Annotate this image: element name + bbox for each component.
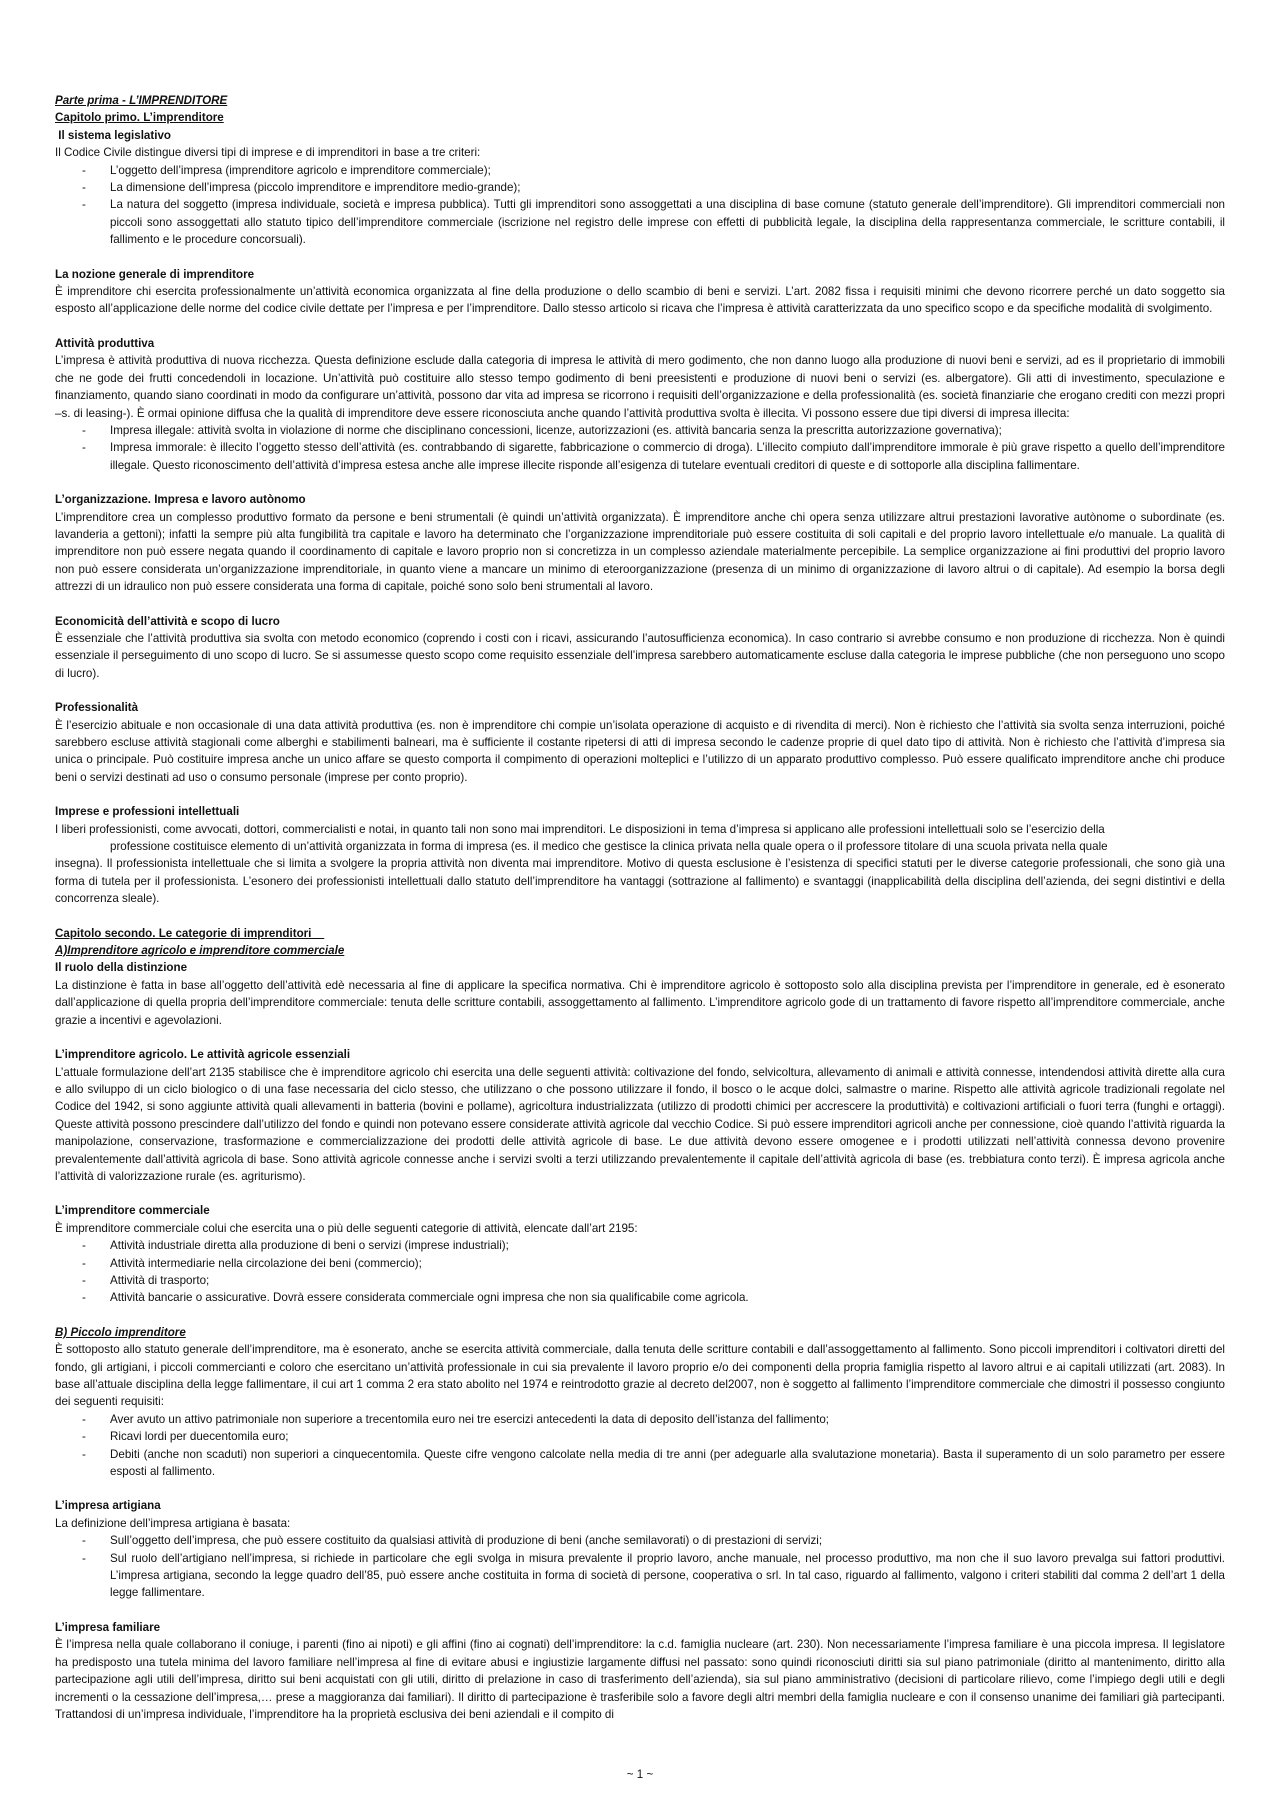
s2-paragraph: È imprenditore chi esercita professionalmente un’attività economica organizzata al fine della produzione o dello scambio di beni e servizi. L’art. 2082 fissa i requisiti minimi che devono ricorrere perché un dato soggetto sia esposto all’applicazione delle norme del codice civile dettate per l’impresa e per l’imprenditore. Dallo stesso articolo si ricava che l’impresa è attività caratterizzata da uno specifico scopo e da specifiche modalità di svolgimento. [55, 285, 1225, 316]
s8-heading: Il ruolo della distinzione [55, 961, 188, 975]
list-item: - Impresa immorale: è illecito l’oggetto stesso dell’attività (es. contrabbando di sigarette, fabbricazione o commercio di droga). L’illecito compiuto dall’imprenditore immorale è più grave rispetto a quello dell’imprenditore illegale. Questo riconoscimento dell’attività d’impresa estesa anche alle imprese illecite risponde all’esigenza di tutelare eventuali creditori di queste e di sottoporle alla disciplina fallimentare. [55, 439, 1225, 474]
s10-heading: L’imprenditore commerciale [55, 1204, 210, 1218]
s3-list [55, 422, 1225, 474]
s12-paragraph: È l’impresa nella quale collaborano il coniuge, i parenti (fino ai nipoti) e gli affini (fino ai cognati) dell’imprenditore: la c.d. famiglia nucleare (art. 230). Non necessariamente l’impresa familiare è una piccola impresa. Il legislatore ha predisposto una tutela minima del lavoro familiare nell’impresa al fine di evitare abusi e ingiustizie largamente diffusi nel passato: sono quindi riconosciuti diritti sia sul piano patrimoniale (diritto al mantenimento, diritto alla partecipazione agli utili dell’impresa, diritto sui beni acquistati con gli utili, diritto di prelazione in caso di trasferimento dell’azienda), sia sul piano amministrativo (decisioni di particolare rilievo, come l’impiego degli utili e degli incrementi o la cessazione dell’impresa,… prese a maggioranza dai familiari). Il diritto di partecipazione è trasferibile solo a favore degli altri membri della famiglia nucleare e con il consenso unanime dei familiari già partecipanti. Trattandosi di un’impresa individuale, l’imprenditore ha la proprietà esclusiva dei beni aziendali e il compito di [55, 1638, 1225, 1721]
list-item: - Sul ruolo dell’artigiano nell’impresa, si richiede in particolare che egli svolga in misura prevalente il proprio lavoro, anche manuale, nel processo produttivo, ma non che il suo lavoro prevalga sui fattori produttivi. L’impresa artigiana, secondo la legge quadro dell’85, può essere anche costituita in forma di società di persone, cooperativa o srl. In tal caso, riguardo al fallimento, valgono i criteri stabiliti dal comma 2 dell’art 1 della legge fallimentare. [55, 1550, 1225, 1602]
list-item: - Aver avuto un attivo patrimoniale non superiore a trecentomila euro nei tre esercizi antecedenti la data di deposito dell’istanza del fallimento; [55, 1411, 1225, 1428]
s4-heading: L’organizzazione. Impresa e lavoro autònomo [55, 493, 306, 507]
s11-list [55, 1532, 1225, 1602]
s5-paragraph: È essenziale che l’attività produttiva sia svolta con metodo economico (coprendo i costi con i ricavi, assicurando l’autosufficienza economica). In caso contrario si avrebbe consumo e non produzione di ricchezza. Non è quindi essenziale il perseguimento di uno scopo di lucro. Se si assumesse questo scopo come requisito essenziale dell’impresa sarebbero automaticamente escluse dalla categoria le imprese pubbliche (che non perseguono uno scopo di lucro). [55, 631, 1225, 680]
s1-list [55, 162, 1225, 249]
list-item: - Sull’oggetto dell’impresa, che può essere costituito da qualsiasi attività di produzione di beni (anche semilavorati) o di prestazioni di servizi; [55, 1532, 1225, 1549]
s2-heading: La nozione generale di imprenditore [55, 267, 255, 281]
chapter1-title: Capitolo primo. L’imprenditore [55, 111, 224, 125]
s12-heading: L’impresa familiare [55, 1620, 161, 1634]
list-item: - L’oggetto dell’impresa (imprenditore agricolo e imprenditore commerciale); [55, 162, 1225, 179]
document-page [55, 92, 1225, 1723]
s4-paragraph: L’imprenditore crea un complesso produttivo formato da persone e beni strumentali (è quindi un’attività organizzata). È imprenditore anche chi opera senza utilizzare altrui prestazioni lavorative autònome o subordinate (es. lavanderia a gettoni); infatti la sempre più alta fungibilità tra capitale e lavoro ha determinato che l’organizzazione imprenditoriale può essere costituita di soli capitali e del proprio lavoro intellettuale e/o manuale. La qualità di imprenditore non può essere negata quando il coordinamento di capitale e lavoro proprio non si concretizza in un complesso aziendale materialmente percepibile. La semplice organizzazione ai fini produttivi del proprio lavoro non può essere considerata un’organizzazione imprenditoriale, in quanto viene a mancare un minimo di eteroorganizzazione (presenza di un minimo di organizzazione di lavoro altrui o di capitale). Ad esempio la borsa degli attrezzi di un idraulico non può essere considerata una forma di capitale, poiché sono solo beni strumentali al lavoro. [55, 510, 1225, 594]
s7-line2: professione costituisce elemento di un’attività organizzata in forma di impresa (es. il medico che gestisce la clinica privata nella quale opera o il professore titolare di una scuola privata nella quale [110, 840, 1108, 854]
s9-heading: L’imprenditore agricolo. Le attività agricole essenziali [55, 1048, 351, 1062]
chapter2-title: Capitolo secondo. Le categorie di imprenditori [55, 926, 325, 940]
list-item: - Debiti (anche non scaduti) non superiori a cinquecentomila. Queste cifre vengono calcolate nella media di tre anni (per adeguarle alla svalutazione monetaria). Basta il superamento di un solo parametro per essere esposti al fallimento. [55, 1446, 1225, 1481]
s6-paragraph: È l’esercizio abituale e non occasionale di una data attività produttiva (es. non è imprenditore chi compie un’isolata operazione di acquisto e di rivendita di merci). Non è richiesto che l’attività sia svolta senza interruzioni, poiché sarebbero escluse attività stagionali come alberghi e stabilimenti balneari, ma è sufficiente il costante ripetersi di atti di impresa secondo le cadenze proprie di quel dato tipo di attività. Non è richiesto che l’attività d’impresa sia unica o principale. Può costituire impresa anche un unico affare se questo comporta il compimento di operazioni molteplici e l’utilizzo di un apparato produttivo complesso. Può essere qualificato imprenditore anche chi produce beni o servizi destinati ad uso o consumo personale (imprese per conto proprio). [55, 718, 1225, 784]
s3-paragraph: L’impresa è attività produttiva di nuova ricchezza. Questa definizione esclude dalla categoria di impresa le attività di mero godimento, che non danno luogo alla produzione di nuovi beni e servizi, ad es il proprietario di immobili che ne gode dei frutti concedendoli in locazione. Un’attività può costituire allo stesso tempo godimento di beni preesistenti e produzione di nuovi beni o servizi (es. albergatore). Gli atti di investimento, speculazione e finanziamento, quando siano coordinati in modo da configurare un’attività, possono dar vita ad impresa se ricorrono i requisiti dell’organizzazione e della professionalità (es. società finanziarie che erogano crediti con mezzi propri –s. di leasing-). È ormai opinione diffusa che la qualità di imprenditore deve essere riconosciuta anche quando l’attività produttiva svolta è illecita. Vi possono essere due tipi diversi di impresa illecita: [55, 354, 1225, 420]
list-item: - La natura del soggetto (impresa individuale, società e impresa pubblica). Tutti gli imprenditori sono assoggettati a una disciplina di base comune (statuto generale dell’imprenditore). Gli imprenditori commerciali non piccoli sono assoggettati allo statuto tipico dell’imprenditore commerciale (iscrizione nel registro delle imprese con effetti di pubblicità legale, la disciplina della rappresentanza commerciale, le scritture contabili, il fallimento e le procedure concorsuali). [55, 196, 1225, 248]
s8-paragraph: La distinzione è fatta in base all’oggetto dell’attività edè necessaria al fine di applicare la specifica normativa. Chi è imprenditore agricolo è sottoposto solo alla disciplina prevista per l’imprenditore in generale, ed è esonerato dall’applicazione di quella propria dell’imprenditore commerciale: tenuta delle scritture contabili, assoggettamento al fallimento. L’imprenditore agricolo gode di un trattamento di favore rispetto all’imprenditore commerciale, anche grazie a incentivi e agevolazioni. [55, 978, 1225, 1027]
s3-heading: Attività produttiva [55, 336, 155, 350]
list-item: - Attività industriale diretta alla produzione di beni o servizi (imprese industriali); [55, 1237, 1225, 1254]
s9-paragraph: L’attuale formulazione dell’art 2135 stabilisce che è imprenditore agricolo chi esercita una delle seguenti attività: coltivazione del fondo, selvicoltura, allevamento di animali e attività connesse, intendendosi attività dirette alla cura e allo sviluppo di un ciclo biologico o di una fase necessaria del ciclo stesso, che utilizzano o che possono utilizzare il fondo, il bosco o le acque dolci, salmastre o marine. Rispetto alle attività agricole tradizionali regolate nel Codice del 1942, si sono aggiunte attività quali allevamenti in batteria (bovini e pollame), agricoltura industrializzata (utilizzo di prodotti chimici per accrescere la produttività) e coltivazioni artificiali o fuori terra (funghi e ortaggi). Queste attività possono prescindere dall’utilizzo del fondo e quindi non potevano essere considerate attività agricole dal vecchio Codice. Si può essere imprenditori agricoli anche per connessione, cioè quando l’attività riguarda la manipolazione, conservazione, trasformazione e commercializzazione dei prodotti delle attività agricole di base. Le due attività devono essere omogenee e i prodotti utilizzati nell’attività connessa devono provenire prevalentemente dall’attività agricola di base. Sono attività agricole connesse anche i servizi svolti a terzi utilizzando prevalentemente il capitale dell’attività agricola di base (es. trebbiatura conto terzi). È impresa agricola anche l’attività di valorizzazione rurale (es. agriturismo). [55, 1065, 1225, 1183]
s10-list [55, 1237, 1225, 1307]
list-item: - La dimensione dell’impresa (piccolo imprenditore e imprenditore medio-grande); [55, 179, 1225, 196]
section-a-title: A)Imprenditore agricolo e imprenditore commerciale [55, 944, 345, 958]
s1-heading: Il sistema legislativo [55, 128, 171, 142]
list-item: - Ricavi lordi per duecentomila euro; [55, 1428, 1225, 1445]
section-b-list [55, 1411, 1225, 1481]
part-title: Parte prima - L’IMPRENDITORE [55, 94, 228, 107]
s7-heading: Imprese e professioni intellettuali [55, 805, 240, 819]
s7-paragraph: insegna). Il professionista intellettuale che si limita a svolgere la propria attività non diventa mai imprenditore. Motivo di questa esclusione è l’esistenza di specifici statuti per le diverse categorie professionali, che sono già una forma di tutela per il professionista. L’esonero dei professionisti intellettuali dallo statuto dell’imprenditore ha vantaggi (sottrazione al fallimento) e svantaggi (inapplicabilità della disciplina dell’azienda, dei segni distintivi e della concorrenza sleale). [55, 857, 1225, 906]
s6-heading: Professionalità [55, 701, 139, 715]
s10-intro: È imprenditore commerciale colui che esercita una o più delle seguenti categorie di attività, elencate dall’art 2195: [55, 1221, 638, 1235]
page-number: ~ 1 ~ [626, 1768, 654, 1781]
list-item: - Impresa illegale: attività svolta in violazione di norme che disciplinano concessioni, licenze, autorizzazioni (es. attività bancaria senza la prescritta autorizzazione governativa); [55, 422, 1225, 439]
section-b-title: B) Piccolo imprenditore [55, 1325, 186, 1339]
s11-intro: La definizione dell’impresa artigiana è basata: [55, 1516, 291, 1530]
list-item: - Attività intermediarie nella circolazione dei beni (commercio); [55, 1255, 1225, 1272]
s1-intro: Il Codice Civile distingue diversi tipi di imprese e di imprenditori in base a tre criteri: [55, 146, 481, 160]
s5-heading: Economicità dell’attività e scopo di lucro [55, 614, 280, 628]
list-item: - Attività di trasporto; [55, 1272, 1225, 1289]
section-b-paragraph: È sottoposto allo statuto generale dell’imprenditore, ma è esonerato, anche se esercita attività commerciale, dalla tenuta delle scritture contabili e dall’assoggettamento al fallimento. Sono piccoli imprenditori i coltivatori diretti del fondo, gli artigiani, i piccoli commercianti e coloro che esercitano un’attività professionale in cui sia prevalente il lavoro proprio e/o dei componenti della propria famiglia rispetto al lavoro altrui e ai capitali utilizzati (art. 2083). In base all’attuale disciplina della legge fallimentare, il cui art 1 comma 2 era stato abolito nel 1974 e reintrodotto grazie al decreto del2007, non è soggetto al fallimento l’imprenditore commerciale che dimostri il possesso congiunto dei seguenti requisiti: [55, 1343, 1225, 1409]
s7-line1: I liberi professionisti, come avvocati, dottori, commercialisti e notai, in quanto tali non sono mai imprenditori. Le disposizioni in tema d’impresa si applicano alle professioni intellettuali solo se l’esercizio della [55, 822, 1105, 836]
s11-heading: L’impresa artigiana [55, 1499, 161, 1513]
list-item: - Attività bancarie o assicurative. Dovrà essere considerata commerciale ogni impresa che non sia qualificabile come agricola. [55, 1289, 1225, 1306]
